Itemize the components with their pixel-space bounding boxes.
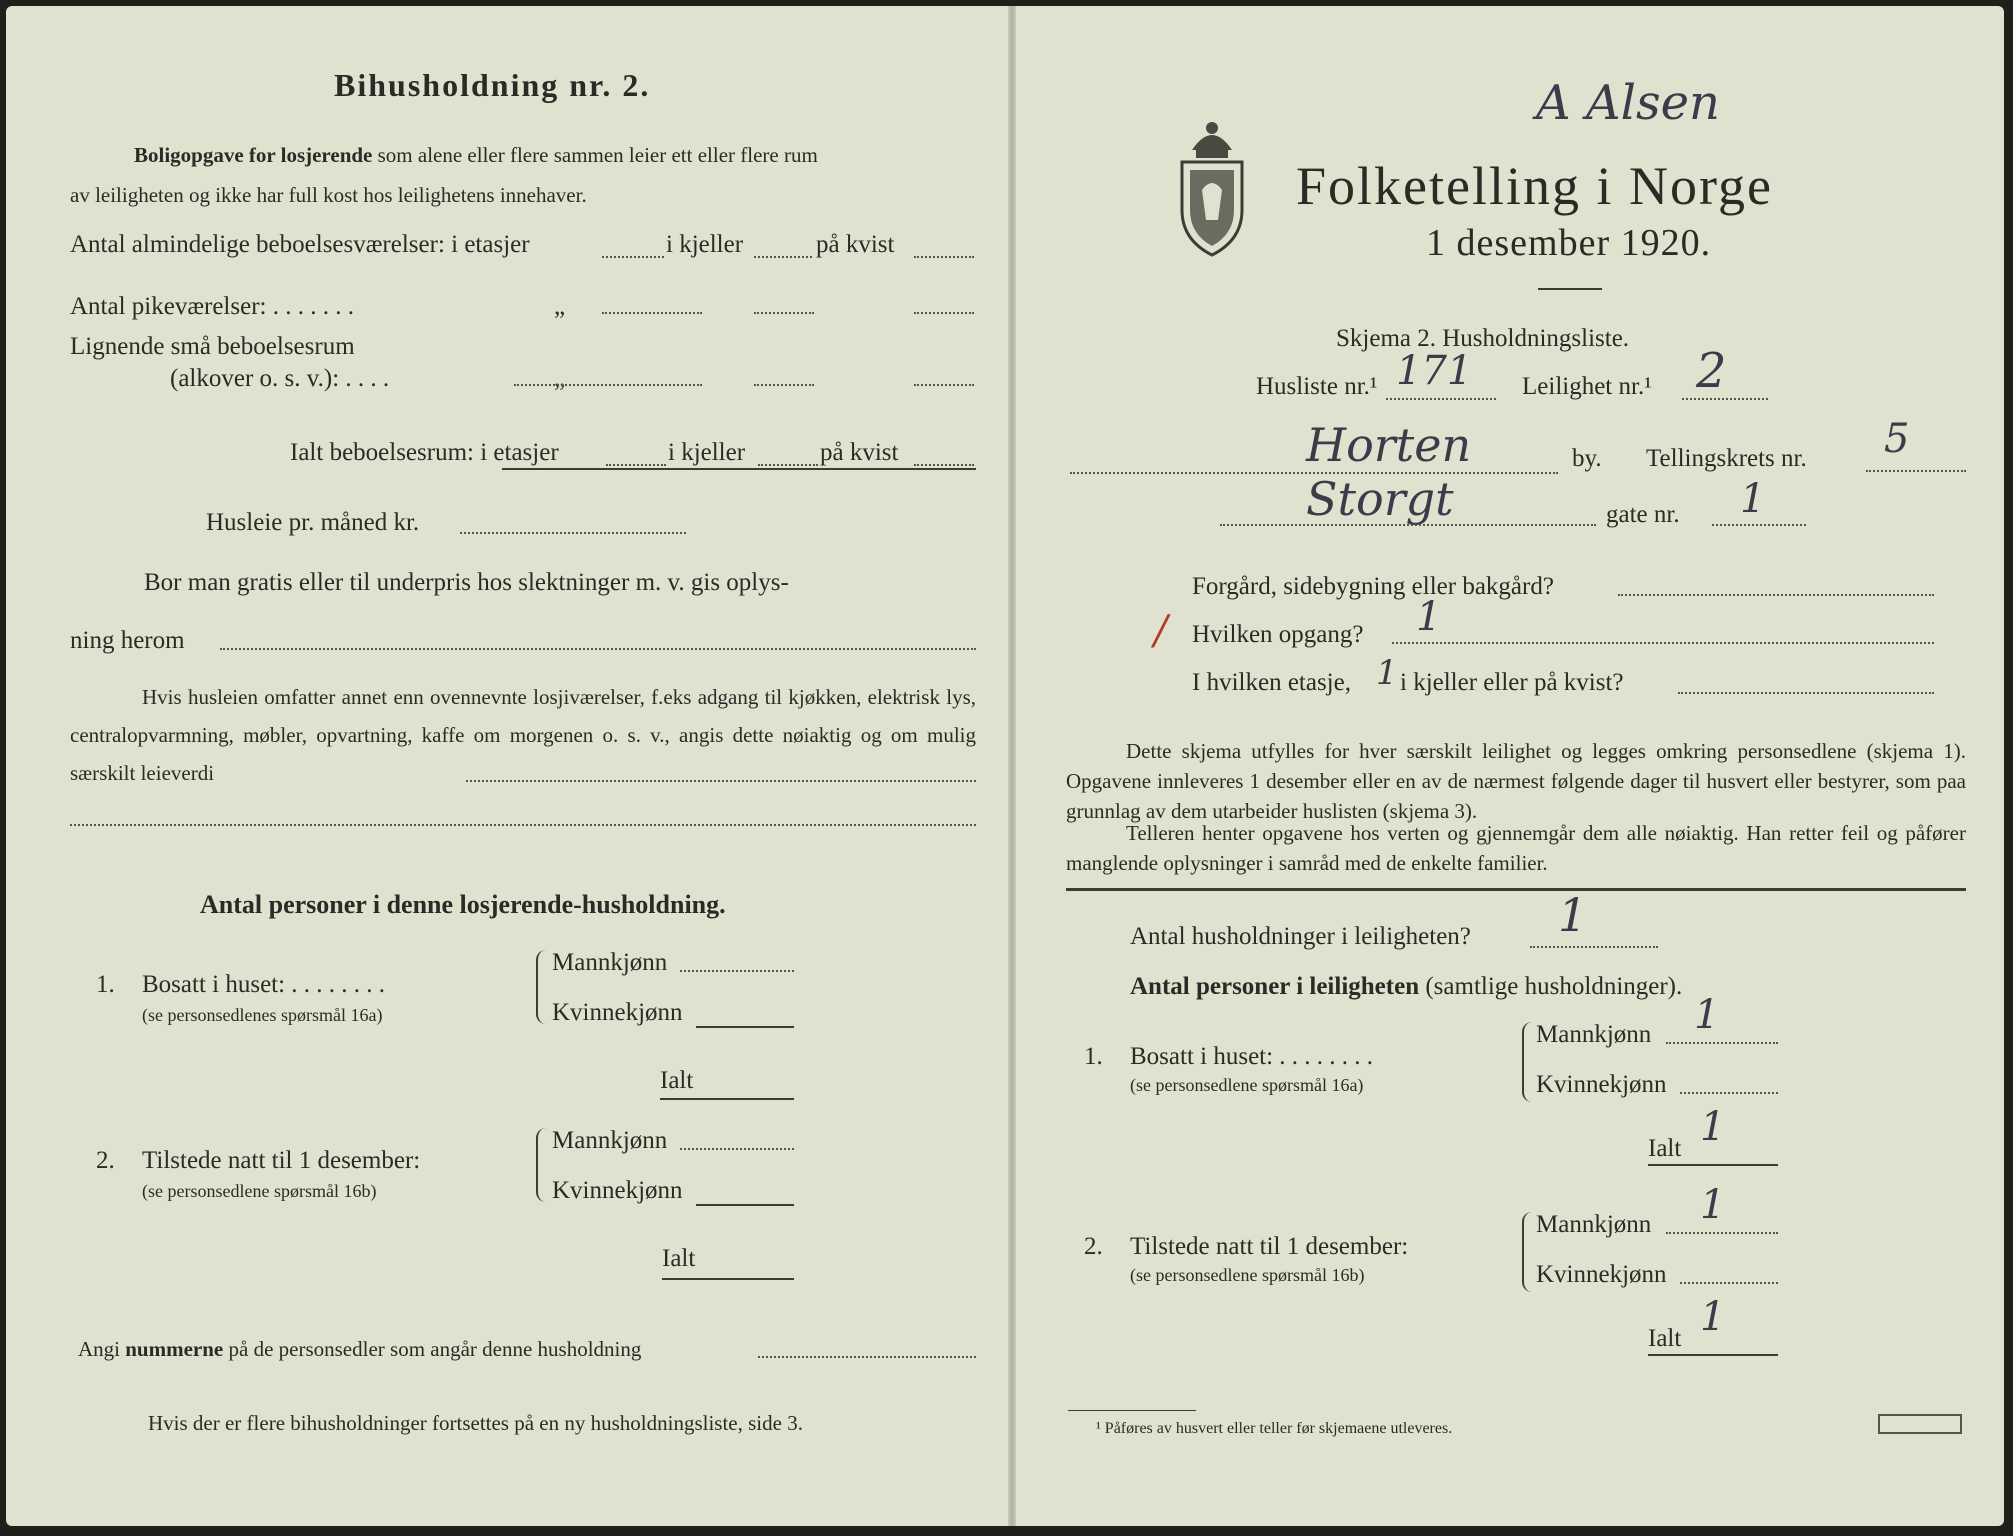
census-form-sheet: [6, 6, 2004, 1526]
left-footer: Hvis der er flere bihusholdninger fortsettes på en ny husholdningsliste, side 3.: [148, 1411, 803, 1435]
ialt-rule: [502, 468, 976, 470]
footnote: ¹ Påføres av husvert eller teller før skjemaene utleveres.: [1096, 1420, 1453, 1437]
angi-line: [78, 1336, 641, 1362]
pike-label: Antal pikeværelser: . . . . . . .: [70, 293, 354, 320]
lignende-kvist-field[interactable]: [914, 384, 974, 386]
right-bosatt-ialt-value: 1: [1700, 1104, 1726, 1150]
ialt-kjeller-label: i kjeller: [668, 439, 746, 466]
left-bosatt-kvinne-label: Kvinnekjønn: [552, 999, 683, 1026]
gate-nr-value: 1: [1740, 476, 1766, 522]
angi-bold: nummerne: [125, 1337, 224, 1361]
leilighet-value: 2: [1696, 343, 1727, 399]
husholdninger-value: 1: [1558, 888, 1588, 942]
right-tilstede-brace: [1522, 1212, 1534, 1292]
opgang-label: Hvilken opgang?: [1192, 621, 1364, 648]
right-bosatt-brace: [1522, 1022, 1534, 1102]
left-tilstede-brace: [536, 1128, 548, 1202]
ialt-rooms-label: Ialt beboelsesrum: i etasjer: [290, 439, 559, 466]
right-bosatt-kvinne-field[interactable]: [1680, 1092, 1778, 1094]
right-persons-title: [1130, 972, 1682, 1002]
right-bosatt-ialt-label: Ialt: [1648, 1135, 1682, 1162]
rooms-label: Antal almindelige beboelsesværelser: i etasjer: [70, 231, 530, 258]
rooms-kvist-field[interactable]: [914, 256, 974, 258]
right-tilstede-sub: (se personsedlene spørsmål 16b): [1130, 1265, 1365, 1285]
left-tilstede-sub: (se personsedlene spørsmål 16b): [142, 1181, 377, 1201]
right-tilstede-ialt-value: 1: [1700, 1294, 1726, 1340]
rooms-etasjer-field[interactable]: [602, 256, 664, 258]
title-rule: [1538, 288, 1602, 290]
rooms-kjeller-field[interactable]: [754, 256, 812, 258]
info-rule: [1066, 888, 1966, 891]
right-bosatt-kvinne-label: Kvinnekjønn: [1536, 1071, 1667, 1098]
opgang-value: 1: [1416, 594, 1442, 640]
left-bosatt-label: Bosatt i huset: . . . . . . . .: [142, 971, 386, 998]
husholdninger-field[interactable]: [1530, 946, 1658, 948]
left-tilstede-kvinne-field[interactable]: [696, 1204, 794, 1206]
leieverdi-field-2[interactable]: [70, 824, 976, 826]
etasje-label-1: I hvilken etasje,: [1192, 669, 1351, 696]
left-tilstede-ialt-label: Ialt: [662, 1245, 696, 1272]
right-tilstede-mann-value: 1: [1700, 1182, 1726, 1228]
left-tilstede-mann-label: Mannkjønn: [552, 1127, 668, 1154]
left-persons-title: Antal personer i denne losjerende-husholdning.: [200, 890, 726, 919]
left-bosatt-mann-field[interactable]: [680, 970, 794, 972]
opgang-field[interactable]: [1392, 642, 1934, 644]
husliste-field[interactable]: [1386, 398, 1496, 400]
right-tilstede-ialt-label: Ialt: [1648, 1325, 1682, 1352]
ialt-kvist-field[interactable]: [914, 464, 974, 466]
info-paragraph-1: Dette skjema utfylles for hver særskilt leilighet og legges omkring personsedlene (skjema 1). Opgavene innleveres 1 desember eller en av de nærmest følgende dager til husvert eller bestyrer, som paa grunnlag av dem utarbeider huslisten (skjema 3).: [1066, 739, 1966, 823]
by-label: by.: [1572, 445, 1602, 472]
husliste-label: Husliste nr.¹: [1256, 373, 1378, 400]
leilighet-label: Leilighet nr.¹: [1522, 373, 1652, 400]
printer-stamp-icon: [1878, 1414, 1962, 1434]
annotation-handwriting: A Alsen: [1536, 75, 1720, 131]
left-tilstede-label: Tilstede natt til 1 desember:: [142, 1147, 421, 1174]
gratis-line-1: Bor man gratis eller til underpris hos slektninger m. v. gis oplys-: [144, 569, 789, 596]
forgard-field[interactable]: [1618, 594, 1934, 596]
intro-line-1: [134, 142, 818, 168]
left-tilstede-mann-field[interactable]: [680, 1148, 794, 1150]
right-tilstede-mann-label: Mannkjønn: [1536, 1211, 1652, 1238]
right-tilstede-label: Tilstede natt til 1 desember:: [1130, 1233, 1409, 1260]
skjema-label: Skjema 2. Husholdningsliste.: [1336, 325, 1630, 352]
gate-label: gate nr.: [1606, 501, 1680, 528]
husliste-value: 171: [1396, 348, 1473, 394]
right-bosatt-mann-field[interactable]: [1666, 1042, 1778, 1044]
leieverdi-field[interactable]: [466, 780, 976, 782]
ialt-etasjer-field[interactable]: [606, 464, 666, 466]
pike-etasjer-field[interactable]: [602, 312, 702, 314]
etasje-label-2: i kjeller eller på kvist?: [1400, 669, 1624, 696]
right-page-title: Folketelling i Norge: [1296, 156, 1773, 216]
right-persons-bold: Antal personer i leiligheten: [1130, 973, 1420, 1000]
left-page-title: Bihusholdning nr. 2.: [334, 67, 651, 103]
lignende-etasjer-field[interactable]: [514, 384, 702, 386]
husleie-field[interactable]: [460, 532, 686, 534]
right-bosatt-mann-value: 1: [1694, 992, 1720, 1038]
lignende-ditto: „: [554, 365, 566, 392]
left-tilstede-num: 2.: [96, 1147, 115, 1174]
left-bosatt-ialt-field[interactable]: [660, 1098, 794, 1100]
intro-line-2: av leiligheten og ikke har full kost hos leilighetens innehaver.: [70, 183, 587, 207]
gate-field[interactable]: [1220, 524, 1596, 526]
right-tilstede-kvinne-label: Kvinnekjønn: [1536, 1261, 1667, 1288]
angi-field[interactable]: [758, 1356, 976, 1358]
left-bosatt-num: 1.: [96, 971, 115, 998]
gratis-line-2: ning herom: [70, 627, 185, 654]
info-paragraph-2: Telleren henter opgavene hos verten og gjennemgår dem alle nøiaktig. Han retter feil og påfører manglende oplysninger i samråd med de enkelte familier.: [1066, 821, 1966, 875]
etasje-field[interactable]: [1678, 692, 1934, 694]
husleie-label: Husleie pr. måned kr.: [206, 509, 420, 536]
rooms-kvist-label: på kvist: [816, 231, 895, 258]
intro-rest: som alene eller flere sammen leier ett eller flere rum: [377, 143, 818, 167]
left-bosatt-mann-label: Mannkjønn: [552, 949, 668, 976]
left-tilstede-ialt-field[interactable]: [662, 1278, 794, 1280]
census-date: 1 desember 1920.: [1426, 222, 1712, 264]
right-bosatt-num: 1.: [1084, 1043, 1103, 1070]
pike-ditto: „: [554, 293, 566, 320]
etasje-value: 1: [1376, 653, 1398, 693]
ialt-kjeller-field[interactable]: [758, 464, 818, 466]
gate-nr-field[interactable]: [1712, 524, 1806, 526]
left-bosatt-brace: [536, 950, 548, 1024]
right-tilstede-mann-field[interactable]: [1666, 1232, 1778, 1234]
lignende-label-1: Lignende små beboelsesrum: [70, 333, 355, 360]
angi-post: på de personsedler som angår denne husholdning: [228, 1337, 642, 1361]
hvis-paragraph: Hvis husleien omfatter annet enn ovennevnte losjiværelser, f.eks adgang til kjøkken, elektrisk lys, centralopvarmning, møbler, opvartning, kaffe om morgenen o. s. v., angis dette nøiaktig og om mulig særskilt leieverdi: [70, 685, 976, 785]
intro-bold: Boligopgave for losjerende: [134, 143, 373, 167]
gratis-field[interactable]: [220, 648, 976, 650]
opgang-margin-mark: /: [1154, 608, 1168, 654]
coat-of-arms-icon: [1172, 110, 1252, 260]
forgard-label: Forgård, sidebygning eller bakgård?: [1192, 573, 1554, 600]
right-bosatt-ialt-field[interactable]: [1648, 1164, 1778, 1166]
leilighet-field[interactable]: [1682, 398, 1768, 400]
right-tilstede-num: 2.: [1084, 1233, 1103, 1260]
by-value: Horten: [1306, 418, 1472, 472]
angi-pre: Angi: [78, 1337, 120, 1361]
right-persons-rest: (samtlige husholdninger).: [1425, 973, 1683, 1000]
right-tilstede-ialt-field[interactable]: [1648, 1354, 1778, 1356]
gate-value: Storgt: [1306, 472, 1454, 526]
krets-value: 5: [1884, 416, 1910, 462]
lignende-kjeller-field[interactable]: [754, 384, 814, 386]
lignende-label-2: (alkover o. s. v.): . . . .: [170, 365, 390, 392]
right-bosatt-sub: (se personsedlene spørsmål 16a): [1130, 1075, 1364, 1095]
footnote-rule: [1068, 1410, 1196, 1411]
pike-kjeller-field[interactable]: [754, 312, 814, 314]
left-tilstede-kvinne-label: Kvinnekjønn: [552, 1177, 683, 1204]
pike-kvist-field[interactable]: [914, 312, 974, 314]
ialt-kvist-label: på kvist: [820, 439, 899, 466]
right-bosatt-mann-label: Mannkjønn: [1536, 1021, 1652, 1048]
krets-field[interactable]: [1866, 470, 1966, 472]
husholdninger-label: Antal husholdninger i leiligheten?: [1130, 923, 1471, 950]
left-bosatt-ialt-label: Ialt: [660, 1067, 694, 1094]
right-bosatt-label: Bosatt i huset: . . . . . . . .: [1130, 1043, 1374, 1070]
page-fold: [1008, 6, 1016, 1526]
rooms-kjeller-label: i kjeller: [666, 231, 744, 258]
left-bosatt-sub: (se personsedlenes spørsmål 16a): [142, 1005, 383, 1025]
right-tilstede-kvinne-field[interactable]: [1680, 1282, 1778, 1284]
left-bosatt-kvinne-field[interactable]: [696, 1026, 794, 1028]
krets-label: Tellingskrets nr.: [1646, 445, 1807, 472]
